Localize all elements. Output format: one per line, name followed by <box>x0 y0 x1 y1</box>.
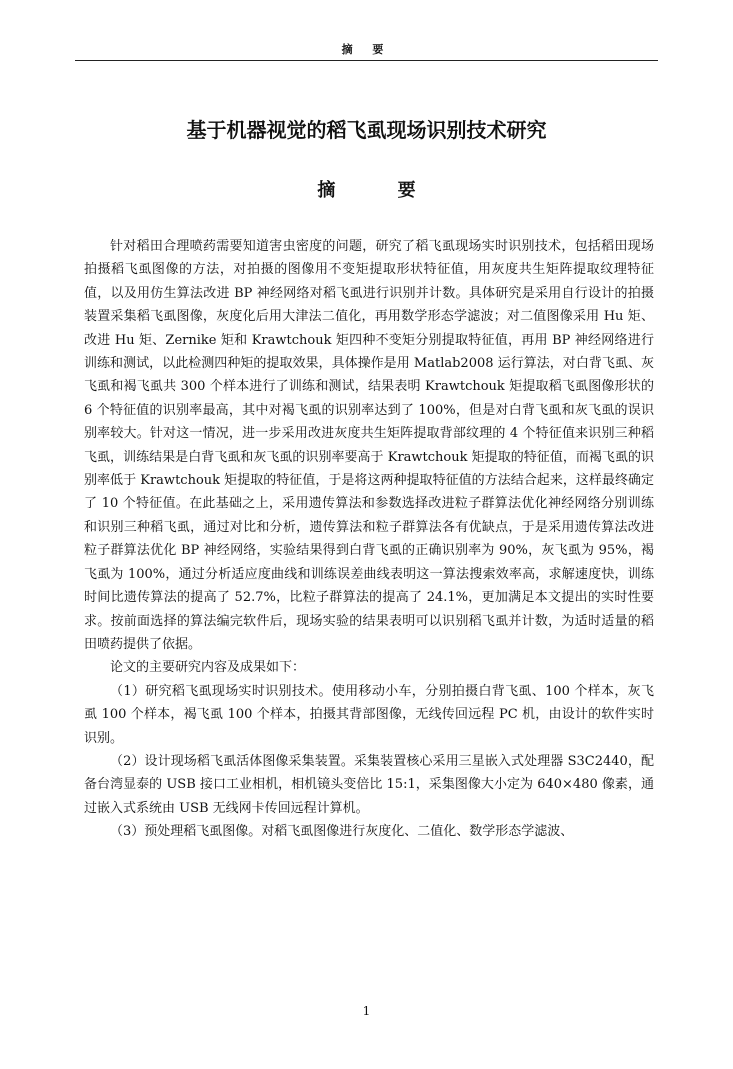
abstract-body <box>84 235 654 844</box>
contents-item-2: （2）设计现场稻飞虱活体图像采集装置。采集装置核心采用三星嵌入式处理器 S3C2440，配备台湾显泰的 USB 接口工业相机，相机镜头变倍比 15:1，采集图像大小定为 640×480 像素，通过嵌入式系统由 USB 无线网卡传回远程计算机。 <box>84 753 654 816</box>
running-head: 摘 要 <box>341 43 392 56</box>
abstract-paragraph: 针对稻田合理喷药需要知道害虫密度的问题，研究了稻飞虱现场实时识别技术，包括稻田现场拍摄稻飞虱图像的方法，对拍摄的图像用不变矩提取形状特征值，用灰度共生矩阵提取纹理特征值，以及用仿生算法改进 BP 神经网络对稻飞虱进行识别并计数。具体研究是采用自行设计的拍摄装置采集稻飞虱图像，灰度化后用大津法二值化，再用数学形态学滤波；对二值图像采用 Hu 矩、改进 Hu 矩、Zernike 矩和 Krawtchouk 矩四种不变矩分别提取特征值，再用 BP 神经网络进行训练和测试，以此检测四种矩的提取效果，具体操作是用 Matlab2008 运行算法，对白背飞虱、灰飞虱和褐飞虱共 300 个样本进行了训练和测试，结果表明 Krawtchouk 矩提取稻飞虱图像形状的 6 个特征值的识别率最高，其中对褐飞虱的识别率达到了 100%，但是对白背飞虱和灰飞虱的误识别率较大。针对这一情况，进一步采用改进灰度共生矩阵提取背部纹理的 4 个特征值来识别三种稻飞虱，训练结果是白背飞虱和灰飞虱的识别率要高于 Krawtchouk 矩提取的特征值，而褐飞虱的识别率低于 Krawtchouk 矩提取的特征值，于是将这两种提取特征值的方法结合起来，这样最终确定了 10 个特征值。在此基础之上，采用遗传算法和参数选择改进粒子群算法优化神经网络分别训练和识别三种稻飞虱，通过对比和分析，遗传算法和粒子群算法各有优缺点，于是采用遗传算法改进粒子群算法优化 BP 神经网络，实验结果得到白背飞虱的正确识别率为 90%，灰飞虱为 95%，褐飞虱为 100%，通过分析适应度曲线和训练误差曲线表明这一算法搜索效率高，求解速度快，训练时间比遗传算法的提高了 52.7%，比粒子群算法的提高了 24.1%，更加满足本文提出的实时性要求。按前面选择的算法编完软件后，现场实验的结果表明可以识别稻飞虱并计数，为适时适量的稻田喷药提供了依据。 <box>84 239 654 652</box>
contents-item-3: （3）预处理稻飞虱图像。对稻飞虱图像进行灰度化、二值化、数学形态学滤波、 <box>110 824 574 840</box>
contents-intro: 论文的主要研究内容及成果如下： <box>110 660 306 676</box>
contents-item-1: （1）研究稻飞虱现场实时识别技术。使用移动小车，分别拍摄白背飞虱、100 个样本，灰飞虱 100 个样本，褐飞虱 100 个样本，拍摄其背部图像，无线传回远程 PC 机，由设计的软件实时识别。 <box>84 683 654 746</box>
header-rule <box>75 60 658 61</box>
page-number: 1 <box>362 1004 371 1018</box>
thesis-title: 基于机器视觉的稻飞虱现场识别技术研究 <box>186 118 547 142</box>
abstract-heading: 摘 要 <box>317 180 444 201</box>
